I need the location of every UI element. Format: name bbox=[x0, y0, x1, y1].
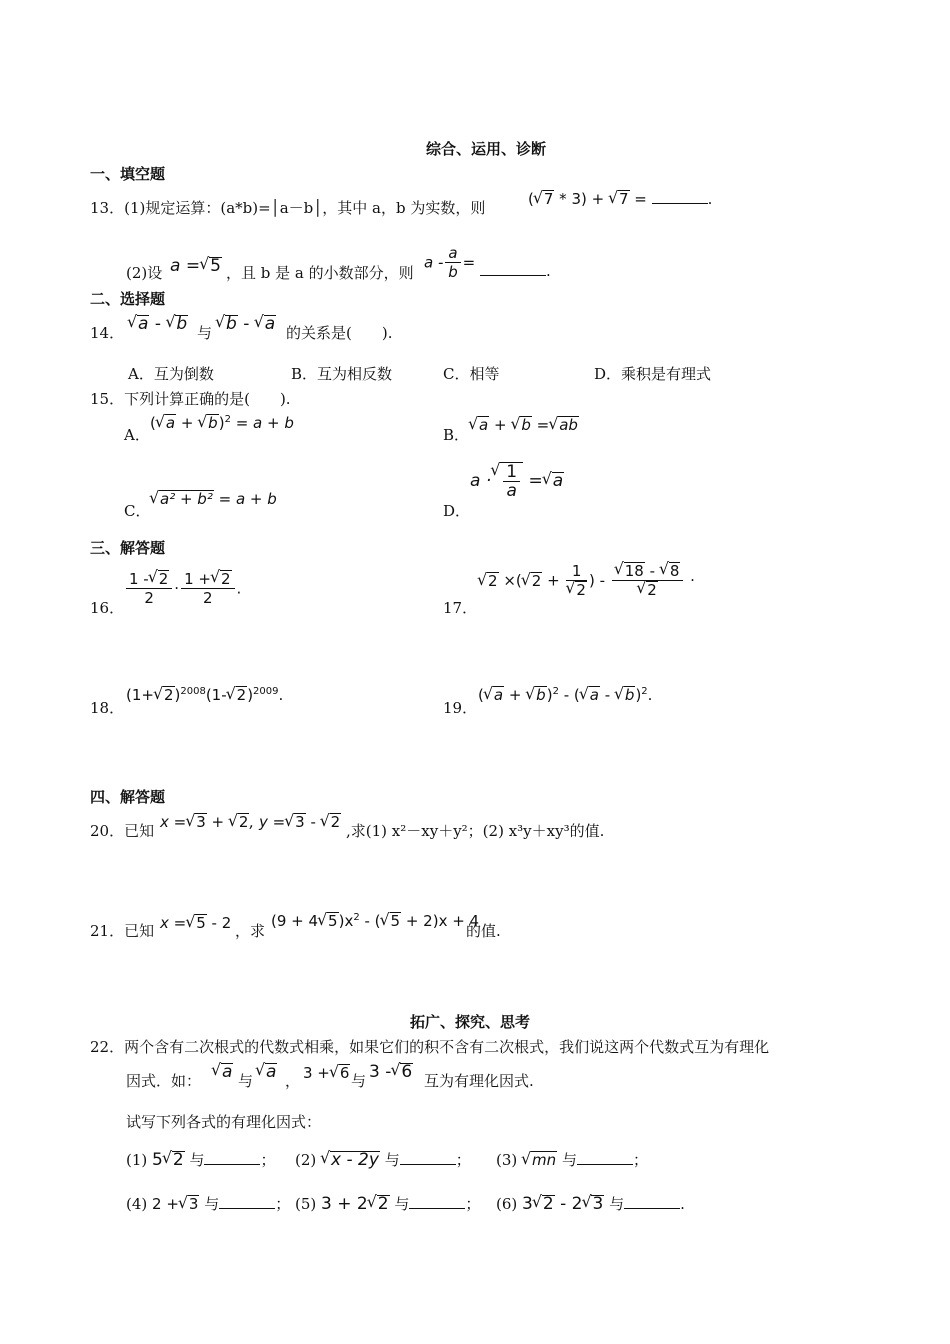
q22-line2-pre: 因式．如： bbox=[126, 1072, 202, 1090]
q18-expr: (1+√ 2)$^{2008}$(1-√ 2)$^{2009}$. bbox=[126, 686, 283, 704]
q14-option-d[interactable]: D．乘积是有理式 bbox=[594, 365, 712, 383]
q15-option-d-expr: a · √ $\frac{1}{a}$ =√ a bbox=[470, 462, 564, 500]
q13-part2-a-def: a =√ 5 bbox=[170, 256, 222, 276]
q14-option-c[interactable]: C．相等 bbox=[443, 365, 500, 383]
q16-expr: $\frac{1 -√ 2}{2}$ · $\frac{1 +√ 2}{2}$ . bbox=[124, 570, 241, 607]
q14-option-a[interactable]: A．互为倒数 bbox=[128, 365, 214, 383]
q22-example-1: √ a bbox=[212, 1062, 233, 1082]
q22-blank-2[interactable] bbox=[400, 1152, 456, 1165]
q13-part1-text: (1)规定运算：(a*b)=│a－b│，其中 a，b 为实数，则 bbox=[124, 199, 486, 217]
sqrt-7: √ 7 bbox=[534, 190, 555, 208]
q22-item-1: (1) 5√ 2 与 ； bbox=[126, 1149, 276, 1170]
q20-expr: x =√ 3 + √ 2, y =√ 3 - √ 2 bbox=[160, 813, 341, 831]
q21-pre: 21．已知 bbox=[90, 922, 155, 940]
q15-option-b-expr: √ a + √ b =√ ab bbox=[469, 416, 579, 434]
q15-label-b[interactable]: B． bbox=[443, 426, 470, 444]
q22-yu-2: 与 bbox=[351, 1072, 367, 1090]
q19-number: 19． bbox=[443, 699, 478, 717]
q14-expr: √ a - √ b bbox=[128, 314, 188, 334]
q16-number: 16． bbox=[90, 599, 125, 617]
q15-option-a-expr: (√ a + √ b)$^2$ = a + b bbox=[150, 414, 294, 432]
q22-example-4: 3 -√ 6 bbox=[369, 1062, 413, 1082]
section-fill-blank: 一、填空题 bbox=[90, 165, 166, 183]
q14-yu: 与 bbox=[197, 324, 213, 342]
q22-blank-1[interactable] bbox=[204, 1152, 260, 1165]
q15-label-d[interactable]: D． bbox=[443, 502, 471, 520]
q22-example-2: √ a bbox=[256, 1062, 277, 1082]
section-choice: 二、选择题 bbox=[90, 290, 166, 308]
q22-line1: 22．两个含有二次根式的代数式相乘，如果它们的积不含有二次根式，我们说这两个代数式互为有理化 bbox=[90, 1038, 770, 1056]
q17-number: 17． bbox=[443, 599, 478, 617]
q22-line2-tail: 互为有理化因式. bbox=[424, 1072, 534, 1090]
q13-part2-pre: (2)设 bbox=[126, 264, 163, 282]
q21-tail: 的值. bbox=[466, 922, 501, 940]
q22-example-3: 3 +√ 6 bbox=[303, 1064, 350, 1082]
q14-number: 14． bbox=[90, 324, 125, 342]
q14-expr2: √ b - √ a bbox=[216, 314, 276, 334]
q22-item-6: (6) 3√ 2 - 2√ 3 与 . bbox=[496, 1193, 685, 1214]
q18-number: 18． bbox=[90, 699, 125, 717]
q22-blank-4[interactable] bbox=[219, 1196, 275, 1209]
q22-blank-5[interactable] bbox=[409, 1196, 465, 1209]
q15-label-c[interactable]: C． bbox=[124, 502, 151, 520]
q19-expr: (√ a + √ b)$^2$ - (√ a - √ b)$^2$. bbox=[478, 686, 652, 704]
q13-part2-answer: . bbox=[480, 262, 551, 280]
section-title-integrated: 综合、运用、诊断 bbox=[426, 140, 547, 158]
q14-option-b[interactable]: B．互为相反数 bbox=[291, 365, 393, 383]
q21-expr: (9 + 4√ $5)x^2$ - (√ 5 + 2)x + 4 bbox=[271, 912, 479, 930]
q13-part1-expr: (√ 7 * 3) + √ 7 = . bbox=[528, 190, 712, 208]
q13-part1 bbox=[90, 197, 485, 218]
q20-tail: ,求(1) x²－xy＋y²；(2) x³y＋xy³的值. bbox=[346, 822, 605, 840]
q22-item-2: (2) √ x - 2y 与 ； bbox=[295, 1149, 471, 1170]
section-solve-1: 三、解答题 bbox=[90, 539, 166, 557]
q14-tail: 的关系是( ). bbox=[286, 324, 393, 342]
q22-item-5: (5) 3 + 2√ 2 与 ； bbox=[295, 1193, 480, 1214]
q13-answer-blank-1[interactable] bbox=[652, 191, 708, 204]
sqrt-7b: √ 7 bbox=[609, 190, 630, 208]
q22-instruction: 试写下列各式的有理化因式： bbox=[126, 1113, 322, 1131]
q21-mid: ，求 bbox=[235, 922, 266, 940]
q22-item-3: (3) √ mn 与 ； bbox=[496, 1149, 648, 1170]
q15-label-a[interactable]: A． bbox=[124, 426, 150, 444]
q22-blank-6[interactable] bbox=[624, 1196, 680, 1209]
q13-part2-expr: a - $\frac{a}{b}$ = bbox=[424, 244, 476, 281]
q22-item-4: (4) 2 +√ 3 与 ； bbox=[126, 1193, 290, 1214]
q22-blank-3[interactable] bbox=[577, 1152, 633, 1165]
q13-answer-blank-2[interactable] bbox=[480, 263, 546, 276]
q17-expr: √ 2 ×(√ 2 + 1 √ 2 ) - √ 18 - √ 8 √ 2 · bbox=[478, 562, 695, 599]
section-solve-2: 四、解答题 bbox=[90, 788, 166, 806]
q15-option-c-expr: √ a² + b² = a + b bbox=[150, 490, 277, 508]
section-title-extension: 拓广、探究、思考 bbox=[410, 1013, 531, 1031]
q15-stem: 15．下列计算正确的是( ). bbox=[90, 390, 291, 408]
q22-comma: ， bbox=[285, 1072, 301, 1090]
q20-pre: 20．已知 bbox=[90, 822, 155, 840]
q22-yu-1: 与 bbox=[238, 1072, 254, 1090]
q21-x-def: x =√ 5 - 2 bbox=[160, 914, 231, 932]
q13-part2-mid: ，且 b 是 a 的小数部分，则 bbox=[226, 264, 414, 282]
q13-number: 13． bbox=[90, 199, 125, 217]
